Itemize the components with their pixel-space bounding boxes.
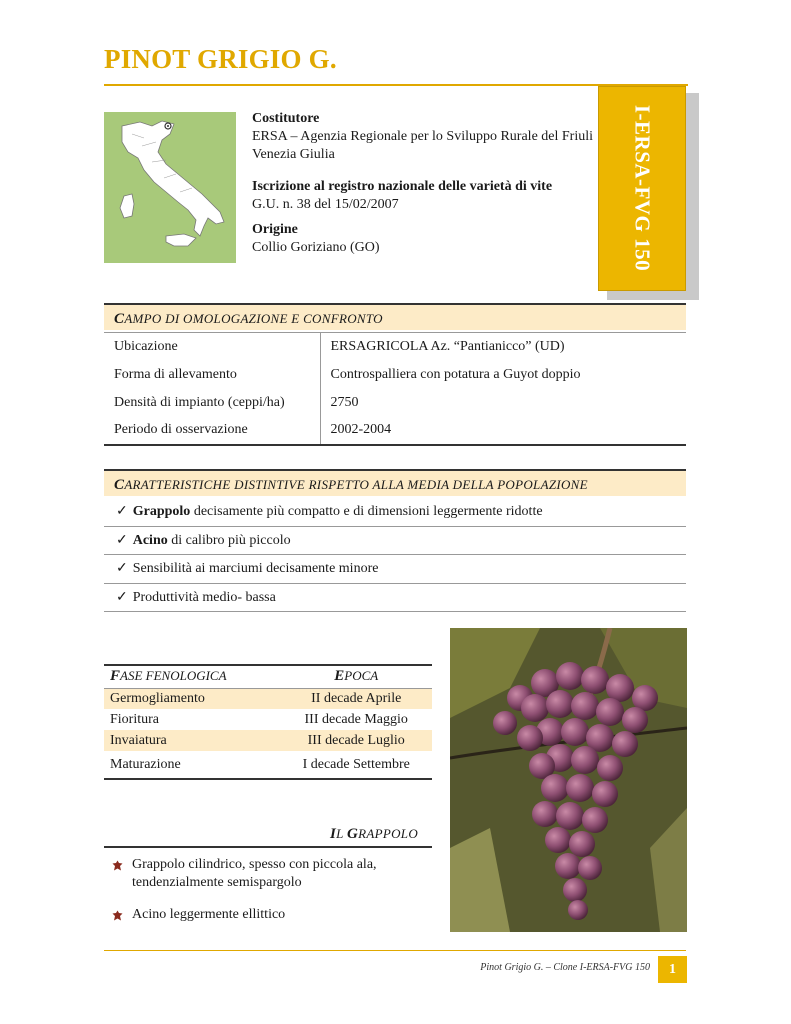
campo-label: Periodo di osservazione — [104, 417, 320, 445]
table-row — [104, 389, 686, 417]
epoca-header: EPOCA — [274, 665, 432, 688]
fenologia-table — [104, 664, 432, 780]
campo-label: Forma di allevamento — [104, 361, 320, 389]
iscrizione-value: G.U. n. 38 del 15/02/2007 — [252, 197, 399, 212]
table-row — [104, 730, 432, 751]
epoca-cell: I decade Settembre — [274, 751, 432, 779]
campo-value: Controspalliera con potatura a Guyot doppio — [330, 366, 581, 382]
table-row — [104, 361, 686, 389]
campo-table — [104, 332, 686, 446]
origine-label: Origine — [252, 222, 298, 237]
grape-photo — [450, 628, 687, 932]
list-item: Acino leggermente ellittico — [112, 906, 432, 924]
caratteristiche-heading: CARATTERISTICHE DISTINTIVE RISPETTO ALLA MEDIA DELLA POPOLAZIONE — [104, 469, 686, 496]
campo-heading: CAMPO DI OMOLOGAZIONE E CONFRONTO — [104, 303, 686, 330]
list-item: Grappolo cilindrico, spesso con piccola ala, tendenzialmente semispargolo — [112, 856, 432, 892]
campo-value: ERSAGRICOLA Az. “Pantianicco” (UD) — [320, 333, 686, 361]
variety-info — [252, 110, 597, 271]
costitutore-value: ERSA – Agenzia Regionale per lo Sviluppo Rurale del Friuli Venezia Giulia — [252, 129, 594, 162]
fase-header: FASE FENOLOGICA — [104, 665, 274, 688]
check-icon: ✓ — [116, 561, 128, 576]
fase-cell: Germogliamento — [104, 688, 274, 709]
campo-label: Densità di impianto (ceppi/ha) — [104, 389, 320, 417]
list-item: ✓ Grappolo decisamente più compatto e di dimensioni leggermente ridotte — [104, 498, 686, 527]
list-item: ✓ Produttività medio- bassa — [104, 584, 686, 613]
page-number: 1 — [658, 956, 687, 983]
table-row — [104, 709, 432, 730]
clone-code: I-ERSA-FVG 150 — [630, 104, 655, 272]
fase-cell: Invaiatura — [104, 730, 274, 751]
costitutore-label: Costitutore — [252, 111, 320, 126]
page-title: PINOT GRIGIO G. — [104, 44, 337, 74]
origine-value: Collio Goriziano (GO) — [252, 240, 380, 255]
campo-value: 2002-2004 — [320, 417, 686, 445]
table-row — [104, 333, 686, 361]
list-item: ✓ Acino di calibro più piccolo — [104, 527, 686, 556]
campo-label: Ubicazione — [104, 333, 320, 361]
table-header — [104, 665, 432, 688]
table-row — [104, 417, 686, 445]
iscrizione-label: Iscrizione al registro nazionale delle varietà di vite — [252, 179, 553, 194]
grappolo-divider — [104, 846, 432, 848]
epoca-cell: III decade Maggio — [304, 711, 408, 727]
italy-map — [104, 112, 236, 263]
grape-leaf-icon — [112, 910, 123, 921]
table-row — [104, 688, 432, 709]
list-item: ✓ Sensibilità ai marciumi decisamente minore — [104, 555, 686, 584]
caratteristiche-list — [104, 498, 686, 612]
epoca-cell: III decade Luglio — [274, 730, 432, 751]
footer-divider — [104, 950, 686, 951]
epoca-cell: II decade Aprile — [274, 688, 432, 709]
grape-leaf-icon — [112, 860, 123, 871]
check-icon: ✓ — [116, 504, 128, 519]
fase-cell: Fioritura — [110, 711, 159, 727]
fase-cell: Maturazione — [104, 751, 274, 779]
check-icon: ✓ — [116, 589, 128, 605]
check-icon: ✓ — [116, 532, 128, 548]
table-row — [104, 751, 432, 779]
campo-value: 2750 — [330, 394, 359, 410]
footer-text: Pinot Grigio G. – Clone I-ERSA-FVG 150 — [480, 962, 650, 973]
grappolo-list — [112, 856, 432, 938]
grappolo-heading: IL GRAPPOLO — [330, 826, 419, 842]
